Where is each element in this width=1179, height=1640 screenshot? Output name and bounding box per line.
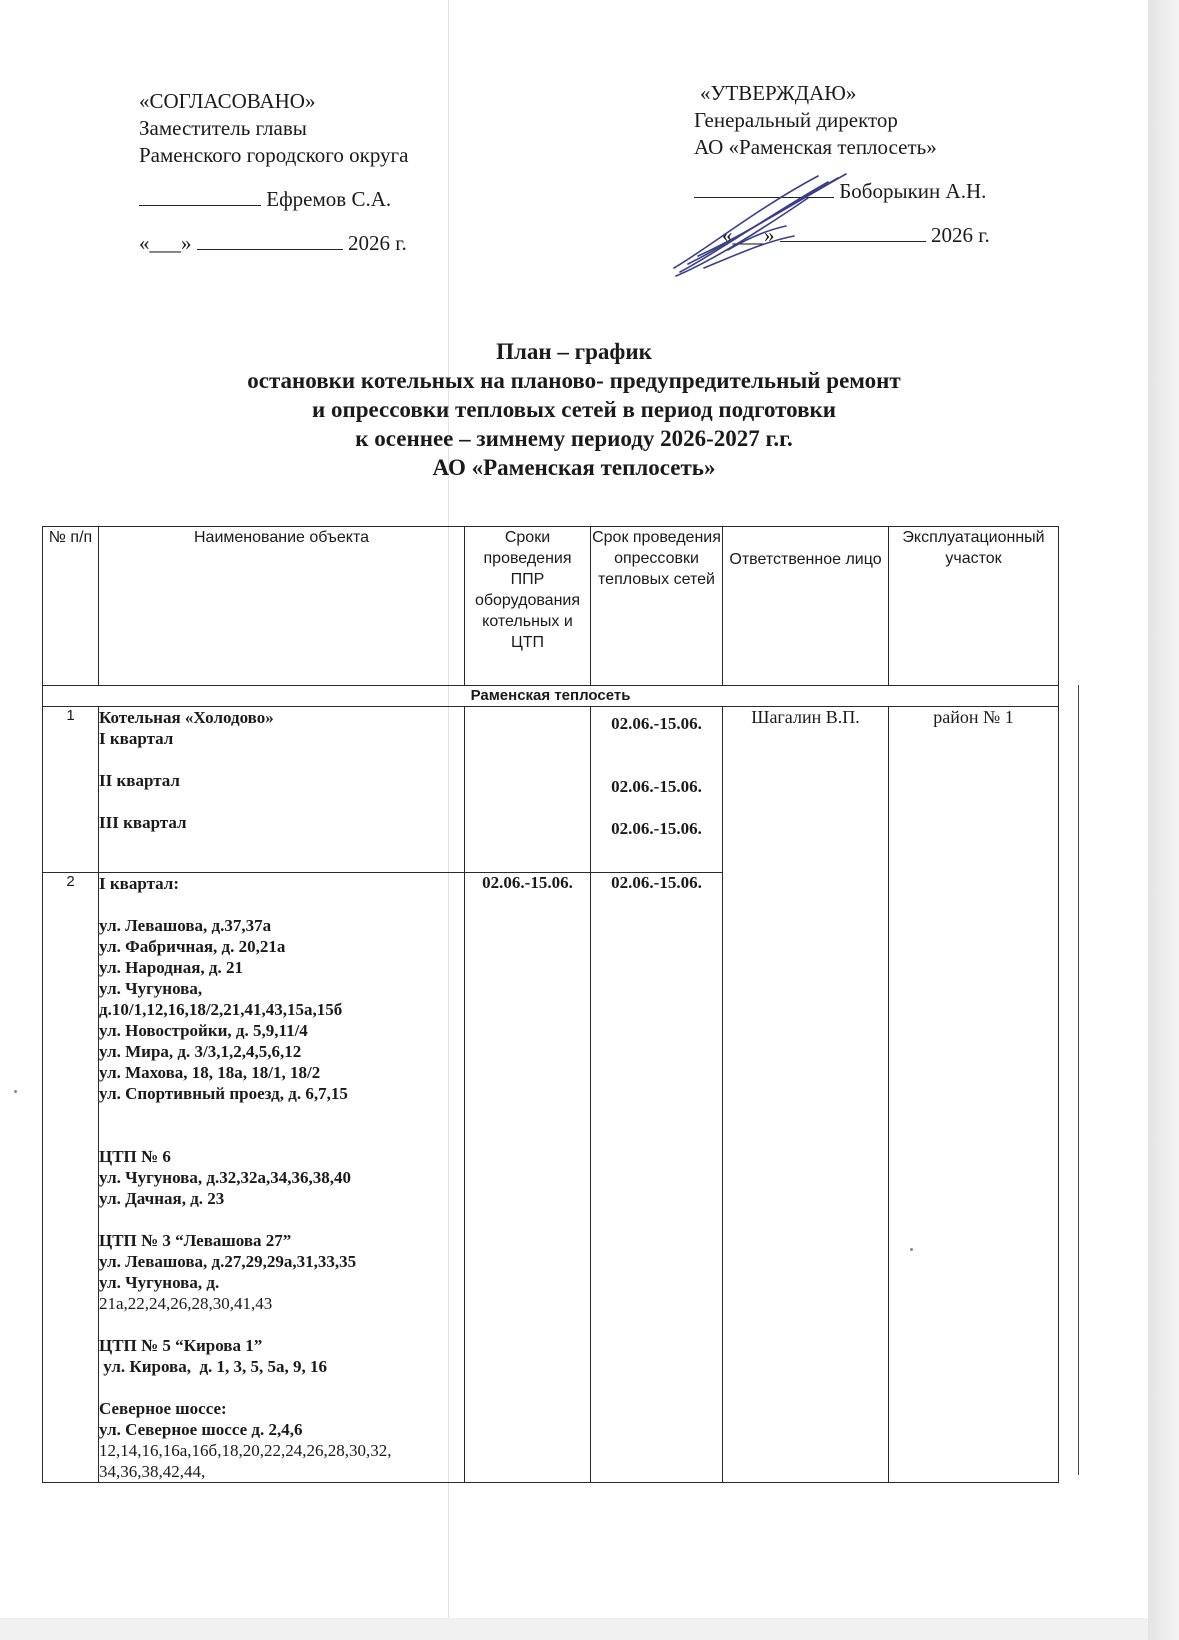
object-line: ул. Махова, 18, 18а, 18/1, 18/2 [99,1063,321,1082]
approval-right-organization: АО «Раменская теплосеть» [694,135,937,159]
section-title: Раменская теплосеть [43,686,1059,707]
object-line: ул. Чугунова, д.32,32а,34,36,38,40 [99,1168,351,1187]
object-line: ул. Чугунова, д. [99,1273,220,1292]
header-pressure: Срок проведения опрессовки тепловых сетей [591,527,723,686]
object-line: ул. Народная, д. 21 [99,958,243,977]
row-2-ppr-date: 02.06.-15.06. [465,873,591,1483]
header-name: Наименование объекта [99,527,465,686]
approval-right-position: Генеральный директор [694,108,898,132]
object-line: ул. Дачная, д. 23 [99,1189,225,1208]
object-line: ул. Спортивный проезд, д. 6,7,15 [99,1084,348,1103]
pressure-date-q2: 02.06.-15.06. [611,777,702,796]
object-line: ул. Левашова, д.27,29,29а,31,33,35 [99,1252,357,1271]
approval-left-position: Заместитель главы [139,116,307,140]
date-line [197,229,343,250]
signature-line [139,185,261,206]
row-1-pressure [591,707,723,873]
spacer [99,1209,464,1230]
table-header-row [43,527,1059,686]
table-row [43,707,1059,873]
approval-right-date-prefix: «___» [722,223,775,247]
approval-left-date-row [139,229,408,257]
object-line: 34,36,38,42,44, [99,1462,206,1481]
object-line: ЦТП № 6 [99,1147,171,1166]
spacer [99,749,464,770]
spacer [99,1125,464,1146]
object-line: Северное шоссе: [99,1399,227,1418]
approval-left-year: 2026 г. [348,231,407,255]
object-line: I квартал [99,729,174,748]
object-line: ЦТП № 3 “Левашова 27” [99,1231,292,1250]
spacer [99,1377,464,1398]
approval-left-title: «СОГЛАСОВАНО» [139,89,316,113]
approval-left-block [139,88,408,257]
spacer [99,1104,464,1125]
approval-right-title: «УТВЕРЖДАЮ» [700,81,857,105]
object-line: III квартал [99,813,187,832]
pressure-date-q3: 02.06.-15.06. [611,819,702,838]
spacer [99,1314,464,1335]
row-2-num: 2 [43,873,99,1483]
object-line: ул. Чугунова, [99,979,203,998]
spacer [591,797,722,818]
title-line-5: АО «Раменская теплосеть» [432,455,716,480]
object-line: 21а,22,24,26,28,30,41,43 [99,1294,273,1313]
spacer [99,791,464,812]
scan-dot [14,1090,17,1093]
object-line: ул. Кирова, д. 1, 3, 5, 5а, 9, 16 [99,1357,328,1376]
object-line: ул. Северное шоссе д. 2,4,6 [99,1420,303,1439]
object-line: ул. Мира, д. 3/3,1,2,4,5,6,12 [99,1042,302,1061]
district-cell: район № 1 [889,707,1059,1483]
object-line: II квартал [99,771,180,790]
title-line-3: и опрессовки тепловых сетей в период подготовки [311,397,836,422]
object-line: ул. Новостройки, д. 5,9,11/4 [99,1021,308,1040]
title-line-4: к осеннее – зимнему периоду 2026-2027 г.г. [355,426,793,451]
row-1-object [99,707,465,873]
object-line: Котельная «Холодово» [99,708,274,727]
schedule-table [42,526,1059,1483]
scan-dot [910,1248,913,1251]
object-line: ул. Фабричная, д. 20,21а [99,937,286,956]
spacer [99,894,464,915]
header-district: Эксплуатационный участок [889,527,1059,686]
title-line-2: остановки котельных на планово- предупредительный ремонт [247,368,901,393]
title-line-1: План – график [496,339,652,364]
table-edge-line [1078,685,1079,1475]
object-line: ул. Левашова, д.37,37а [99,916,272,935]
header-num: № п/п [43,527,99,686]
approval-right-signer: Боборыкин А.Н. [839,179,987,203]
spacer [591,734,722,755]
object-line: 12,14,16,16а,16б,18,20,22,24,26,28,30,32, [99,1441,392,1460]
page-edge-shadow [1148,0,1179,1640]
row-1-ppr [465,707,591,873]
approval-right-year: 2026 г. [931,223,990,247]
spacer [591,755,722,776]
row-2-pressure-date: 02.06.-15.06. [591,873,723,1483]
approval-left-date-prefix: «___» [139,231,192,255]
responsible-cell: Шагалин В.П. [723,707,889,1483]
object-line: ЦТП № 5 “Кирова 1” [99,1336,263,1355]
approval-left-signature-row [139,185,408,213]
row-2-object [99,873,465,1483]
pressure-date-q1: 02.06.-15.06. [611,714,702,733]
header-responsible: Ответственное лицо [723,527,889,686]
approval-left-signer: Ефремов С.А. [266,187,392,211]
section-row [43,686,1059,707]
header-ppr: Сроки проведения ППР оборудования котельных и ЦТП [465,527,591,686]
document-title [0,337,1148,482]
row-1-num: 1 [43,707,99,873]
approval-left-organization: Раменского городского округа [139,143,409,167]
object-line: д.10/1,12,16,18/2,21,41,43,15а,15б [99,1000,343,1019]
handwritten-signature-icon [668,168,858,280]
object-line: I квартал: [99,874,179,893]
